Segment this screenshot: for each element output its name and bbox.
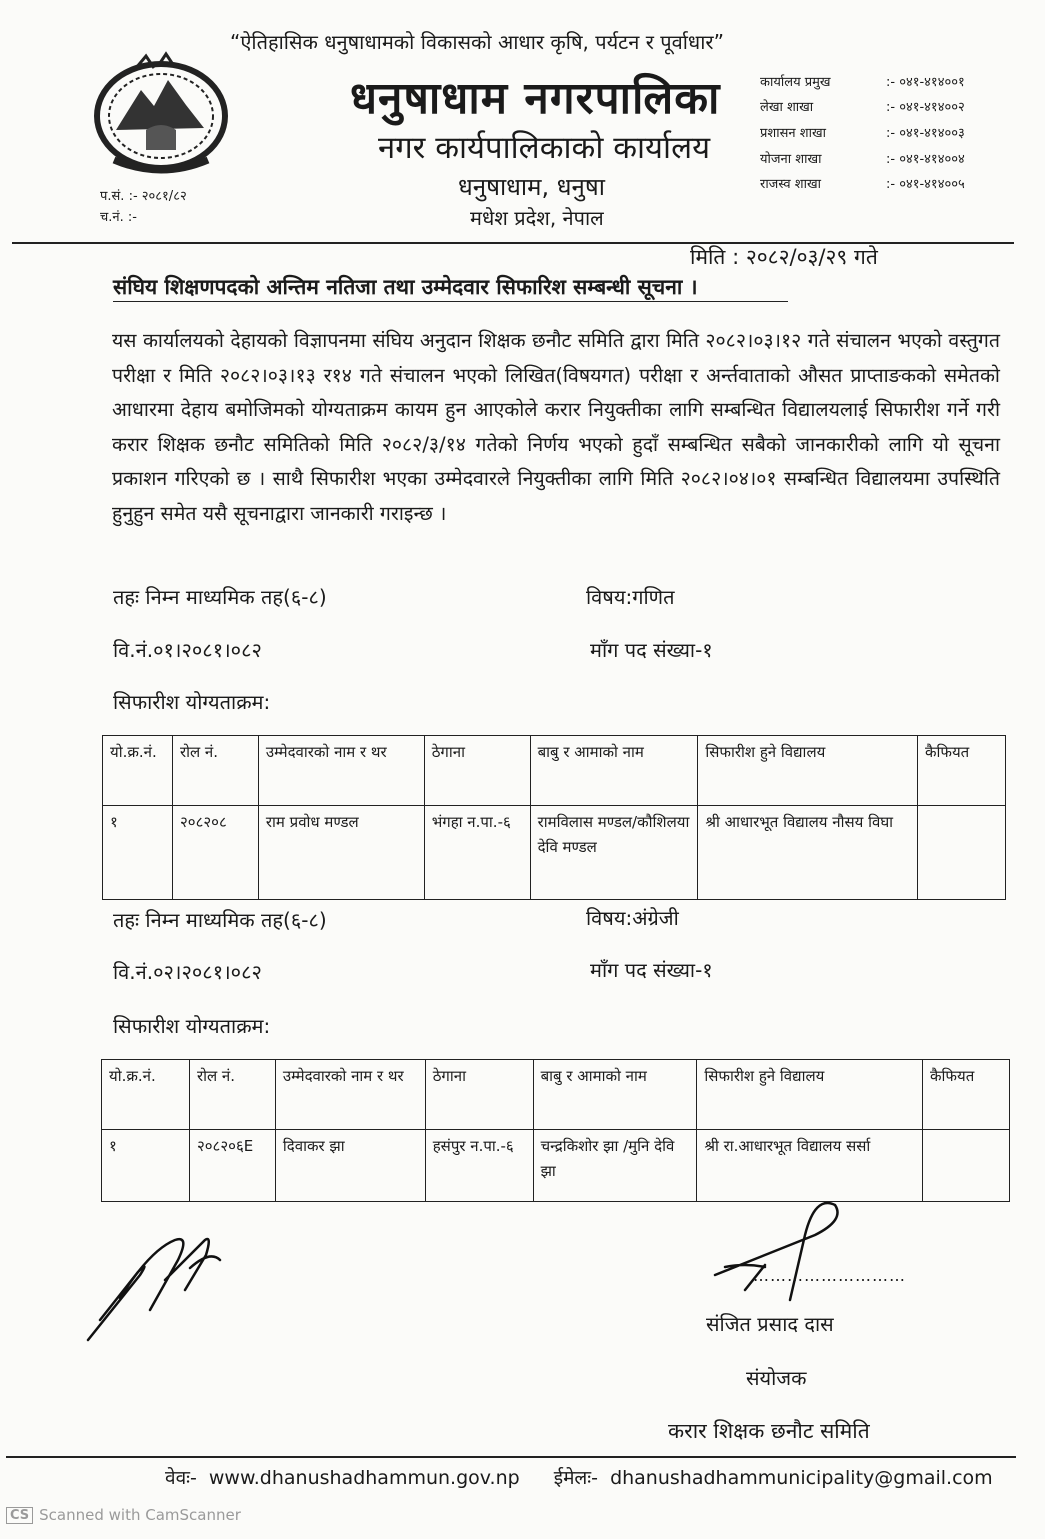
committee-name: करार शिक्षक छनौट समिति [668,1419,870,1443]
column-header: कैफियत [918,736,1006,806]
table-cell [918,806,1006,900]
footer [165,1464,999,1490]
section-1-rank-label: सिफारीश योग्यताक्रम: [113,690,271,714]
section-1-level: तहः निम्न माध्यमिक तह(६-८) [113,585,327,609]
notice-body: यस कार्यालयको देहायको विज्ञापनमा संघिय अनुदान शिक्षक छनौट समिति द्वारा मिति २०८२।०३।१२ गते संचालन भएको वस्तुगत परीक्षा र मिति २०८२।०३।१३ र१४ गते संचालन भएको लिखित(विषयगत) परीक्षा र अर्न्तवाताको औसत प्राप्ताङकको समेतको आधारमा देहाय बमोजिमको योग्यताक्रम कायम हुन आएकोले करार नियुक्तीका लागि सम्बन्धित विद्यालयलाई सिफारीश गर्ने गरी करार शिक्षक छनौट समितिको मिति २०८२/३/१४ गतेको निर्णय भएको हुदाँ सम्बन्धित सबैको जानकारीको लागि यो सूचना प्रकाशन गरिएको छ । साथै सिफारीश भएका उम्मेदवारले नियुक्तीका लागि मिति २०८२।०४।०१ सम्बन्धित विद्यालयमा उपस्थिति हुनुहुन समेत यसै सूचनाद्वारा जानकारी गराइन्छ । [112,329,1000,525]
signature-left-icon [80,1220,230,1350]
column-header: कैफियत [923,1060,1010,1130]
column-header: रोल नं. [189,1060,275,1130]
table-cell: श्री आधारभूत विद्यालय नौसय विघा [698,806,918,900]
column-header: उम्मेदवारको नाम र थर [258,736,424,806]
email-label: ईमेलः- [553,1467,599,1489]
signature-right-icon [705,1195,905,1305]
section-2-posts: माँग पद संख्या-१ [590,958,713,982]
signatory-name: संजित प्रसाद दास [706,1312,834,1336]
column-header: बाबु र आमाको नाम [533,1060,697,1130]
contact-label: प्रशासन शाखा [760,125,826,141]
column-header: रोल नं. [172,736,258,806]
contact-row [760,170,1030,196]
nepal-emblem-icon [86,50,236,175]
office-name: नगर कार्यपालिकाको कार्यालय [378,130,711,166]
section-1-subject: विषय:गणित [586,585,675,609]
column-header: उम्मेदवारको नाम र थर [275,1060,425,1130]
table-row [103,806,1006,900]
contact-row [760,145,1030,171]
recommendation-table-2 [101,1059,1010,1202]
section-2-vin: वि.नं.०२।२०८१।०८२ [113,960,262,984]
table-row [102,1130,1010,1202]
contact-row [760,94,1030,120]
column-header: ठेगाना [425,1060,533,1130]
column-header: सिफारीश हुने विद्यालय [697,1060,923,1130]
contact-phone: :- ०४१-४१४००५ [886,177,965,193]
dispatch-number: च.नं. :- [100,210,137,225]
reference-number: प.सं. :- २०८१/८२ [100,189,187,204]
table-cell: दिवाकर झा [275,1130,425,1202]
column-header: ठेगाना [424,736,530,806]
table-cell: भंगहा न.पा.-६ [424,806,530,900]
camscanner-logo-icon: CS [6,1507,33,1524]
section-2-subject: विषय:अंग्रेजी [586,906,679,930]
signature-line: ……………………… [753,1266,906,1285]
contact-row [760,68,1030,94]
address-line-2: मधेश प्रदेश, नेपाल [470,206,604,230]
contact-list [760,68,1030,196]
contact-phone: :- ०४१-४१४००२ [886,100,965,116]
notice-subject: संघिय शिक्षणपदको अन्तिम नतिजा तथा उम्मेदवार सिफारिश सम्बन्धी सूचना । [113,273,788,302]
table-cell: १ [102,1130,190,1202]
scanner-text: Scanned with CamScanner [39,1506,241,1524]
contact-label: योजना शाखा [760,151,822,167]
table-cell: रामविलास मण्डल/कौशिलया देवि मण्डल [530,806,698,900]
section-1-posts: माँग पद संख्या-१ [590,638,713,662]
table-cell: हसंपुर न.पा.-६ [425,1130,533,1202]
contact-row [760,119,1030,145]
motto: “ऐतिहासिक धनुषाधामको विकासको आधार कृषि, पर्यटन र पूर्वाधार” [230,30,724,54]
signatory-role: संयोजक [746,1366,807,1390]
table-cell: २०८२०६E [189,1130,275,1202]
table-cell: राम प्रवोध मण्डल [258,806,424,900]
table-cell [923,1130,1010,1202]
column-header: यो.क्र.नं. [103,736,173,806]
scanner-watermark [6,1506,241,1524]
contact-label: कार्यालय प्रमुख [760,74,831,90]
section-1-vin: वि.नं.०१।२०८१।०८२ [113,638,262,662]
contact-label: लेखा शाखा [760,100,814,116]
table-header-row [103,736,1006,806]
email-link[interactable]: dhanushadhammunicipality@gmail.com [610,1467,993,1489]
web-label: वेवः- [165,1467,197,1489]
section-2-level: तहः निम्न माध्यमिक तह(६-८) [113,908,327,932]
column-header: बाबु र आमाको नाम [530,736,698,806]
notice-date: मिति : २०८२/०३/२९ गते [690,245,878,269]
table-cell: श्री रा.आधारभूत विद्यालय सर्सा [697,1130,923,1202]
contact-phone: :- ०४१-४१४००३ [886,125,965,141]
contact-phone: :- ०४१-४१४००४ [886,151,965,167]
table-cell: १ [103,806,173,900]
recommendation-table-1 [102,735,1006,900]
footer-divider [6,1456,1016,1458]
address-line-1: धनुषाधाम, धनुषा [458,173,605,201]
website-link[interactable]: www.dhanushadhammun.gov.np [208,1467,520,1489]
contact-label: राजस्व शाखा [760,177,821,193]
section-2-rank-label: सिफारीश योग्यताक्रम: [113,1014,271,1038]
table-header-row [102,1060,1010,1130]
column-header: सिफारीश हुने विद्यालय [698,736,918,806]
table-cell: २०८२०८ [172,806,258,900]
table-cell: चन्द्रकिशोर झा /मुनि देवि झा [533,1130,697,1202]
column-header: यो.क्र.नं. [102,1060,190,1130]
contact-phone: :- ०४१-४१४००१ [886,74,965,90]
organization-name: धनुषाधाम नगरपालिका [350,73,721,124]
